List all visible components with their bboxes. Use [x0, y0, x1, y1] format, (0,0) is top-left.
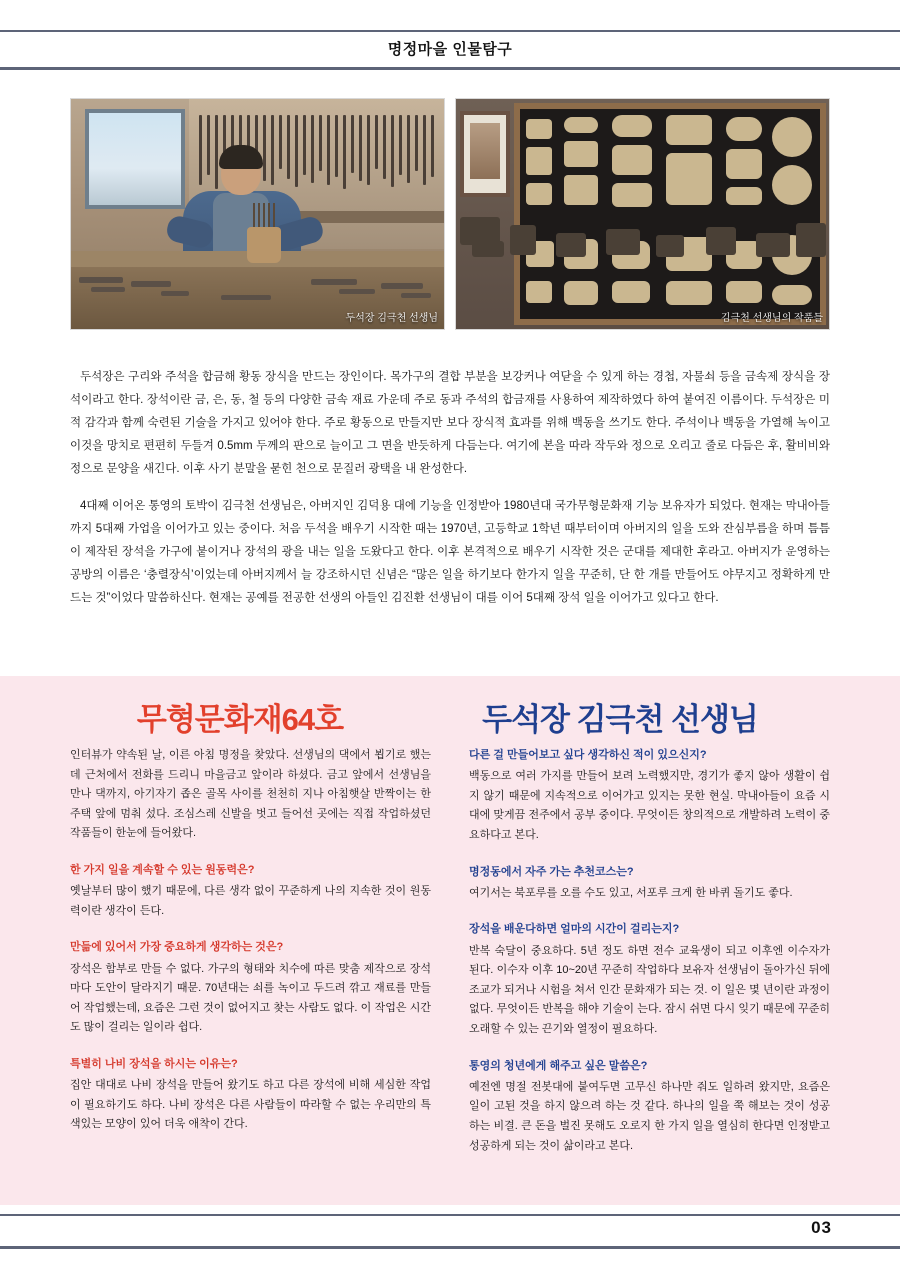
article-paragraph: 4대째 이어온 통영의 토박이 김극천 선생님은, 아버지인 김덕용 대에 기능을 인정받아 1980년대 국가무형문화재 기능 보유자가 되었다. 현재는 막내아들까지 5대째 가업을 이어가고 있는 중이다. 처음 두석을 배우기 시작한 때는 1970년, 고등학교 1학년 때부터이며 아버지의 일을 도와 잔심부름을 하며 틈틈이 제작된 장석을 가구에 붙이거나 장석의 광을 내는 일을 도왔다고 한다. 이후 본격적으로 배우기 시작한 것은 군대를 제대한 후라고. 아버지가 운영하는 공방의 이름은 ‘충렬장식’이었는데 아버지께서 늘 강조하시던 신념은 “많은 일을 하기보다 한가지 일을 꾸준히, 단 한 개를 만들어도 야무지고 정확하게 만드는 것”이었다 말씀하신다. 현재는 공예를 전공한 선생의 아들인 김진환 선생님이 대를 이어 5대째 장석 일을 이어가고 있다고 한다. — [70, 500, 830, 604]
qa-question: 장석을 배운다하면 얼마의 시간이 걸리는지? — [469, 923, 680, 936]
interview-title-right: 두석장 김극천 선생님 — [482, 702, 758, 737]
footer-divider-bottom — [0, 1246, 900, 1249]
craftsman-hair — [219, 145, 263, 169]
qa-item — [70, 861, 431, 921]
photo-caption: 두석장 김극천 선생님 — [345, 313, 438, 324]
qa-answer: 백동으로 여러 가지를 만들어 보려 노력했지만, 경기가 좋지 않아 생활이 쉽지 않기 때문에 지속적으로 이어가고 있지는 못한 현실. 막내아들이 요즘 시대에 맞게끔 전주에서 공부 중이다. 무엇이든 창의적으로 개발하려 노력이 중요하다고 본다. — [469, 770, 830, 841]
qa-answer: 집안 대대로 나비 장석을 만들어 왔기도 하고 다른 장석에 비해 세심한 작업이 필요하기도 하다. 나비 장석은 다른 사람들이 따라할 수 없는 우리만의 특색있는 모양이 있어 더욱 애착이 간다. — [70, 1079, 431, 1131]
qa-answer: 여기서는 북포루를 오를 수도 있고, 서포루 크게 한 바퀴 돌기도 좋다. — [469, 886, 793, 899]
qa-answer: 예전엔 명절 전봇대에 붙여두면 고무신 하나만 줘도 일하려 왔지만, 요즘은 일이 고된 것을 하지 않으려 하는 것 같다. 하나의 일을 쭉 해보는 것이 성공하는 비결. 큰 돈을 벌진 못해도 오로지 한 가지 일을 열심히 한다면 인정받고 성공하게 되는 것이 삶이라고 본다. — [469, 1080, 830, 1152]
photo-caption: 김극천 선생님의 작품들 — [720, 313, 823, 324]
photo-craftsman-at-work — [70, 98, 445, 330]
qa-answer: 반복 숙달이 중요하다. 5년 정도 하면 전수 교육생이 되고 이후엔 이수자가 된다. 이수자 이후 10~20년 꾸준히 작업하다 보유자 선생님이 돌아가신 뒤에 조교가 되거나 시험을 쳐서 인간 문화재가 되는 것. 이 일은 몇 년이란 과정이 없다. 무엇이든 반복을 해야 기술이 는다. 잠시 쉬면 다시 잊기 때문에 꾸준히 오래할 수 있는 끈기와 열정이 필요하다. — [469, 944, 830, 1035]
qa-item — [70, 938, 431, 1038]
interview-title-left: 무형문화재64호 — [136, 702, 344, 737]
interview-intro: 인터뷰가 약속된 날, 이른 아침 명정을 찾았다. 선생님의 댁에서 뵙기로 했는데 근처에서 전화를 드리니 마을금고 앞이라 하셨다. 금고 앞에서 선생님을 만나 댁까지, 아기자기 좁은 골목 사이를 천천히 지나 아침햇살 반짝이는 한 주택 앞에 멈춰 섰다. 조심스레 신발을 벗고 들어선 곳에는 직접 작업하셨던 작품들이 한눈에 들어왔다. — [70, 749, 431, 840]
header-divider-top — [0, 30, 900, 32]
interview-panel — [0, 676, 900, 1205]
photo-row — [70, 98, 830, 330]
photo-artworks-display — [455, 98, 830, 330]
framed-picture — [460, 111, 510, 197]
qa-question: 한 가지 일을 계속할 수 있는 원동력은? — [70, 863, 255, 876]
qa-answer: 장석은 함부로 만들 수 없다. 가구의 형태와 치수에 따른 맞춤 제작으로 장석마다 도안이 달라지기 때문. 70년대는 쇠를 녹이고 두드려 깎고 재료를 만들어 작업했는데, 요즘은 그런 것이 없어지고 찾는 사람도 없다. 이 작업은 시간도 많이 걸리는 일이라 쉽다. — [70, 962, 431, 1034]
interview-column-left — [70, 746, 431, 1186]
qa-question: 명정동에서 자주 가는 추천코스는? — [469, 865, 634, 878]
page-title: 명정마을 인물탐구 — [387, 41, 513, 58]
interview-columns — [70, 746, 830, 1186]
qa-item — [70, 1055, 431, 1135]
page-header — [0, 0, 900, 70]
window-shape — [85, 109, 185, 209]
footer-divider-top — [0, 1214, 900, 1216]
qa-item — [469, 1057, 830, 1157]
tool-cup — [247, 227, 281, 263]
qa-question: 통영의 청년에게 해주고 싶은 말씀은? — [469, 1059, 648, 1072]
qa-answer: 옛날부터 많이 했기 때문에, 다른 생각 없이 꾸준하게 나의 지속한 것이 원동력이란 생각이 든다. — [70, 885, 431, 917]
header-divider-bottom — [0, 67, 900, 70]
article-body — [70, 366, 830, 624]
qa-item — [469, 746, 830, 846]
interview-headings — [70, 694, 830, 739]
qa-item — [469, 920, 830, 1039]
qa-question: 특별히 나비 장석을 하시는 이유는? — [70, 1057, 238, 1070]
scattered-tools — [71, 259, 445, 309]
qa-question: 다른 걸 만들어보고 싶다 생각하신 적이 있으신지? — [469, 749, 707, 761]
qa-item — [469, 863, 830, 904]
article-paragraph: 두석장은 구리와 주석을 합금해 황동 장식을 만드는 장인이다. 목가구의 결합 부분을 보강커나 여닫을 수 있게 하는 경첩, 자물쇠 등을 금속제 장식을 장석이라고 한다. 장석이란 금, 은, 동, 철 등의 다양한 금속 재료 가운데 주로 동과 주석의 합금재를 사용하여 제작하였다 하여 붙여진 이름이다. 두석장은 미적 감각과 함께 숙련된 기술을 가지고 있어야 한다. 주로 황동으로 만들지만 보다 장식적 효과를 위해 백동을 쓰기도 한다. 주석이나 백동을 가열해 녹이고 이것을 망치로 편편히 두들겨 0.5mm 두께의 판으로 늘이고 그 면을 반듯하게 다듬는다. 여기에 본을 따라 작두와 정으로 오리고 줄로 다듬은 후, 활비비와 정으로 문양을 새긴다. 이후 사기 분말을 묻힌 천으로 문질러 광택을 내 완성한다. — [70, 371, 830, 475]
foreground-objects — [456, 207, 830, 267]
qa-question: 만듦에 있어서 가장 중요하게 생각하는 것은? — [70, 941, 284, 954]
page-number: 03 — [811, 1218, 832, 1237]
interview-column-right — [469, 746, 830, 1186]
